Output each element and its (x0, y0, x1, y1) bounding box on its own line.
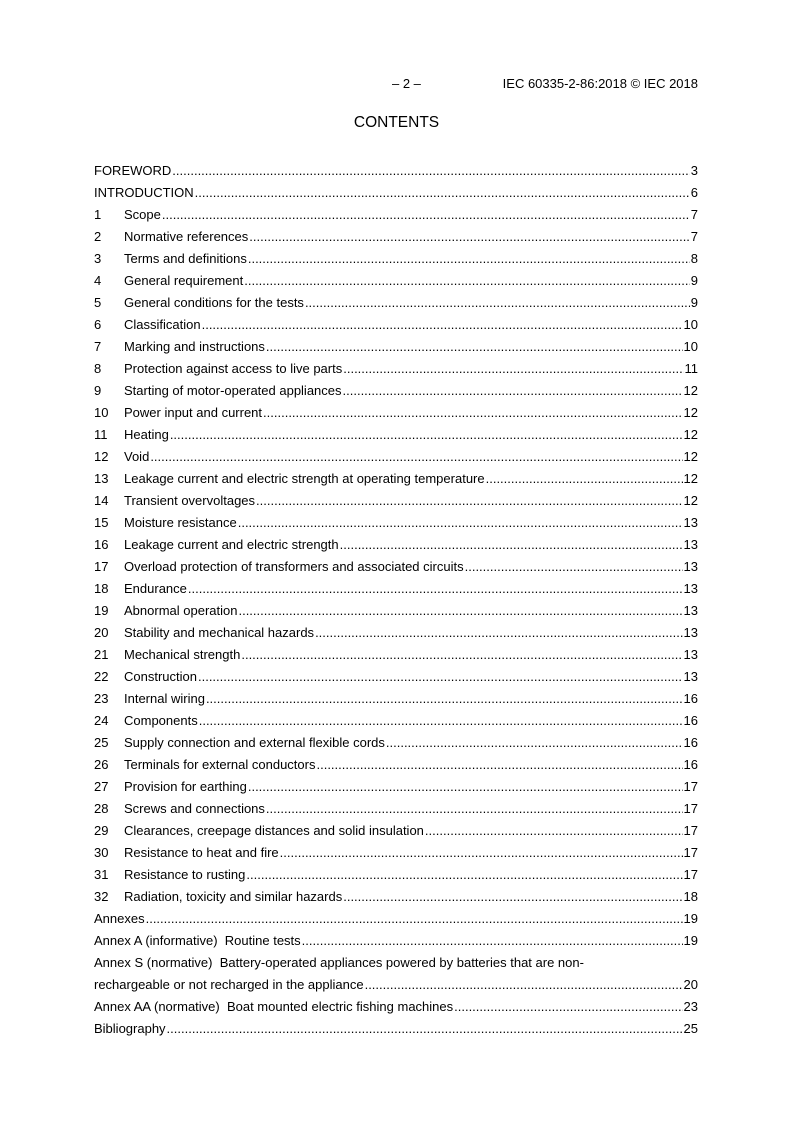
toc-entry-clause[interactable] (94, 883, 698, 905)
toc-entry-text: Mechanical strength (124, 647, 241, 662)
toc-entry-clause[interactable] (94, 443, 698, 465)
toc-page-number: 11 (684, 361, 698, 376)
toc-entry-clause[interactable] (94, 531, 698, 553)
toc-page-number: 10 (683, 317, 698, 332)
toc-entry-text: Terms and definitions (124, 251, 247, 266)
toc-clause-number: 13 (94, 471, 109, 486)
toc-entry-clause[interactable] (94, 663, 698, 685)
toc-leader-dots (486, 471, 683, 487)
toc-entry-text: Abnormal operation (124, 603, 238, 618)
toc-leader-dots (238, 603, 682, 619)
toc-entry-text: FOREWORD (94, 163, 172, 178)
toc-entry-text: Internal wiring (124, 691, 205, 706)
toc-entry-text: Power input and current (124, 405, 263, 420)
toc-entry-clause[interactable] (94, 333, 698, 355)
toc-page-number: 12 (683, 493, 698, 508)
toc-leader-dots (170, 427, 683, 443)
toc-page-number: 12 (683, 405, 698, 420)
toc-leader-dots (425, 823, 683, 839)
toc-leader-dots (202, 317, 683, 333)
toc-clause-list (94, 201, 698, 905)
toc-leader-dots (199, 713, 683, 729)
toc-page-number: 16 (683, 735, 698, 750)
toc-entry-clause[interactable] (94, 817, 698, 839)
toc-entry-clause[interactable] (94, 751, 698, 773)
toc-page-number: 13 (683, 603, 698, 618)
toc-page-number: 6 (690, 185, 698, 200)
toc-leader-dots (244, 273, 690, 289)
toc-clause-number: 21 (94, 647, 109, 662)
toc-clause-number: 20 (94, 625, 109, 640)
toc-entry-text: Terminals for external conductors (124, 757, 316, 772)
toc-leader-dots (246, 867, 682, 883)
toc-page-number: 25 (683, 1021, 698, 1036)
toc-leader-dots (249, 229, 689, 245)
toc-entry-foreword[interactable] (94, 157, 698, 179)
toc-entry-clause[interactable] (94, 267, 698, 289)
toc-page-number: 20 (683, 977, 698, 992)
toc-page-number: 3 (690, 163, 698, 178)
toc-leader-dots (206, 691, 683, 707)
toc-page-number: 17 (683, 867, 698, 882)
toc-clause-number: 17 (94, 559, 109, 574)
toc-entry-clause[interactable] (94, 553, 698, 575)
toc-leader-dots (198, 669, 683, 685)
toc-leader-dots (195, 185, 690, 201)
toc-clause-number: 1 (94, 207, 102, 222)
toc-page-number: 12 (683, 427, 698, 442)
toc-entry-bibliography[interactable] (94, 1015, 698, 1037)
toc-leader-dots (150, 449, 682, 465)
toc-page-number: 19 (683, 911, 698, 926)
toc-entry-clause[interactable] (94, 289, 698, 311)
toc-entry-text: General requirement (124, 273, 244, 288)
toc-entry-annex-s[interactable] (94, 949, 698, 993)
toc-clause-number: 23 (94, 691, 109, 706)
toc-entry-text: Normative references (124, 229, 249, 244)
toc-page-number: 13 (683, 581, 698, 596)
toc-clause-number: 26 (94, 757, 109, 772)
toc-entry-clause[interactable] (94, 597, 698, 619)
toc-entry-text: Bibliography (94, 1021, 166, 1036)
toc-entry-text-line1: Annex S (normative) Battery-operated appliances powered by batteries that are non- (94, 955, 584, 970)
toc-page-number: 9 (690, 295, 698, 310)
toc-leader-dots (256, 493, 683, 509)
toc-entry-text: Provision for earthing (124, 779, 247, 794)
toc-entry-text: Marking and instructions (124, 339, 265, 354)
toc-clause-number: 5 (94, 295, 102, 310)
toc-leader-dots (302, 933, 683, 949)
toc-entry-clause[interactable] (94, 729, 698, 751)
toc-page-number: 7 (690, 229, 698, 244)
toc-entry-text: Transient overvoltages (124, 493, 256, 508)
toc-clause-number: 14 (94, 493, 109, 508)
toc-entry-text: Supply connection and external flexible cords (124, 735, 385, 750)
toc-page-number: 18 (683, 889, 698, 904)
toc-entry-text: General conditions for the tests (124, 295, 304, 310)
toc-clause-number: 3 (94, 251, 102, 266)
toc-entry-clause[interactable] (94, 201, 698, 223)
toc-leader-dots (241, 647, 682, 663)
toc-entry-clause[interactable] (94, 465, 698, 487)
toc-entry-clause[interactable] (94, 773, 698, 795)
toc-entry-text: Leakage current and electric strength at operating temperature (124, 471, 485, 486)
toc-entry-text: Resistance to heat and fire (124, 845, 279, 860)
toc-entry-text: Moisture resistance (124, 515, 237, 530)
toc-page-number: 13 (683, 537, 698, 552)
toc-entry-clause[interactable] (94, 575, 698, 597)
document-id: IEC 60335-2-86:2018 © IEC 2018 (502, 76, 698, 91)
toc-leader-dots (280, 845, 683, 861)
toc-leader-dots (343, 361, 683, 377)
toc-page-number: 17 (683, 779, 698, 794)
toc-entry-text: Heating (124, 427, 169, 442)
toc-leader-dots (454, 999, 682, 1015)
toc-entry-text: Protection against access to live parts (124, 361, 343, 376)
toc-entry-text: Starting of motor-operated appliances (124, 383, 342, 398)
toc-clause-number: 2 (94, 229, 102, 244)
toc-clause-number: 27 (94, 779, 109, 794)
toc-entry-text: Annexes (94, 911, 145, 926)
toc-leader-dots (188, 581, 683, 597)
toc-clause-number: 11 (94, 427, 108, 442)
toc-entry-text: Stability and mechanical hazards (124, 625, 315, 640)
toc-entry-text: Scope (124, 207, 161, 222)
toc-entry-annex-aa[interactable] (94, 993, 698, 1015)
toc-clause-number: 28 (94, 801, 109, 816)
toc-entry-text: Overload protection of transformers and associated circuits (124, 559, 464, 574)
page-header (94, 76, 698, 92)
toc-entry-clause[interactable] (94, 399, 698, 421)
toc-leader-dots (248, 251, 690, 267)
toc-leader-dots (266, 339, 683, 355)
toc-clause-number: 8 (94, 361, 102, 376)
toc-clause-number: 9 (94, 383, 102, 398)
toc-clause-number: 18 (94, 581, 109, 596)
toc-leader-dots (266, 801, 683, 817)
toc-entry-clause[interactable] (94, 355, 698, 377)
toc-entry-annex-a[interactable] (94, 927, 698, 949)
toc-leader-dots (343, 889, 682, 905)
toc-page-number: 13 (683, 669, 698, 684)
toc-clause-number: 15 (94, 515, 109, 530)
toc-leader-dots (167, 1021, 683, 1037)
toc-entry-clause[interactable] (94, 641, 698, 663)
toc-entry-text: Screws and connections (124, 801, 265, 816)
toc-entry-text: Radiation, toxicity and similar hazards (124, 889, 343, 904)
toc-entry-clause[interactable] (94, 619, 698, 641)
toc-clause-number: 24 (94, 713, 109, 728)
toc-clause-number: 25 (94, 735, 109, 750)
toc-clause-number: 16 (94, 537, 109, 552)
toc-entry-text: Endurance (124, 581, 187, 596)
toc-page-number: 16 (683, 713, 698, 728)
toc-entry-clause[interactable] (94, 245, 698, 267)
toc-leader-dots (238, 515, 683, 531)
toc-clause-number: 29 (94, 823, 109, 838)
toc-entry-clause[interactable] (94, 487, 698, 509)
toc-entry-introduction[interactable] (94, 179, 698, 201)
toc-entry-text: Annex AA (normative) Boat mounted electric fishing machines (94, 999, 454, 1014)
toc-page-number: 12 (683, 471, 698, 486)
toc-entry-text: Resistance to rusting (124, 867, 246, 882)
toc-entry-text: Components (124, 713, 198, 728)
page-title: CONTENTS (353, 114, 440, 131)
toc-entry-clause[interactable] (94, 707, 698, 729)
toc-page-number: 19 (683, 933, 698, 948)
toc-clause-number: 7 (94, 339, 102, 354)
toc-page-number: 12 (683, 383, 698, 398)
toc-page-number: 9 (690, 273, 698, 288)
toc-clause-number: 10 (94, 405, 109, 420)
toc-page-number: 16 (683, 691, 698, 706)
toc-page-number: 13 (683, 647, 698, 662)
toc-entry-text: Construction (124, 669, 197, 684)
toc-entry-clause[interactable] (94, 311, 698, 333)
page-number: – 2 – (392, 76, 421, 91)
toc-page-number: 13 (683, 559, 698, 574)
toc-entry-text-line2: rechargeable or not recharged in the appliance (94, 977, 364, 992)
toc-leader-dots (172, 163, 689, 179)
toc-leader-dots (162, 207, 690, 223)
toc-entry-clause[interactable] (94, 223, 698, 245)
toc-clause-number: 22 (94, 669, 109, 684)
toc-clause-number: 30 (94, 845, 109, 860)
toc-entry-text: INTRODUCTION (94, 185, 194, 200)
toc-page-number: 17 (683, 845, 698, 860)
toc-leader-dots (315, 625, 682, 641)
toc-page-number: 23 (683, 999, 698, 1014)
toc-leader-dots (343, 383, 683, 399)
toc-page-number: 10 (683, 339, 698, 354)
toc-entry-clause[interactable] (94, 421, 698, 443)
toc-clause-number: 4 (94, 273, 102, 288)
toc-page-number: 16 (683, 757, 698, 772)
toc-entry-clause[interactable] (94, 377, 698, 399)
toc-entry-text: Void (124, 449, 150, 464)
toc-entry-text: Leakage current and electric strength (124, 537, 339, 552)
toc-entry-clause[interactable] (94, 795, 698, 817)
toc-leader-dots (146, 911, 683, 927)
toc-page-number: 13 (683, 515, 698, 530)
toc-clause-number: 32 (94, 889, 109, 904)
toc-entry-text: Annex A (informative) Routine tests (94, 933, 301, 948)
toc-clause-number: 12 (94, 449, 109, 464)
toc-leader-dots (386, 735, 683, 751)
toc-leader-dots (248, 779, 683, 795)
toc-page-number: 17 (683, 801, 698, 816)
toc-clause-number: 19 (94, 603, 109, 618)
toc-page-number: 17 (683, 823, 698, 838)
toc-entry-annexes[interactable] (94, 905, 698, 927)
toc-leader-dots (263, 405, 683, 421)
toc-entry-text: Clearances, creepage distances and solid insulation (124, 823, 424, 838)
toc-leader-dots (305, 295, 690, 311)
toc-entry-clause[interactable] (94, 685, 698, 707)
toc-page-number: 12 (683, 449, 698, 464)
toc-entry-clause[interactable] (94, 509, 698, 531)
toc-page-number: 7 (690, 207, 698, 222)
toc-page-number: 13 (683, 625, 698, 640)
toc-leader-dots (316, 757, 682, 773)
toc-leader-dots (465, 559, 683, 575)
toc-clause-number: 31 (94, 867, 109, 882)
toc-entry-text: Classification (124, 317, 201, 332)
toc-page-number: 8 (690, 251, 698, 266)
toc-leader-dots (340, 537, 683, 553)
toc-clause-number: 6 (94, 317, 102, 332)
table-of-contents (94, 157, 698, 1037)
toc-leader-dots (365, 977, 683, 993)
toc-entry-clause[interactable] (94, 861, 698, 883)
toc-entry-clause[interactable] (94, 839, 698, 861)
